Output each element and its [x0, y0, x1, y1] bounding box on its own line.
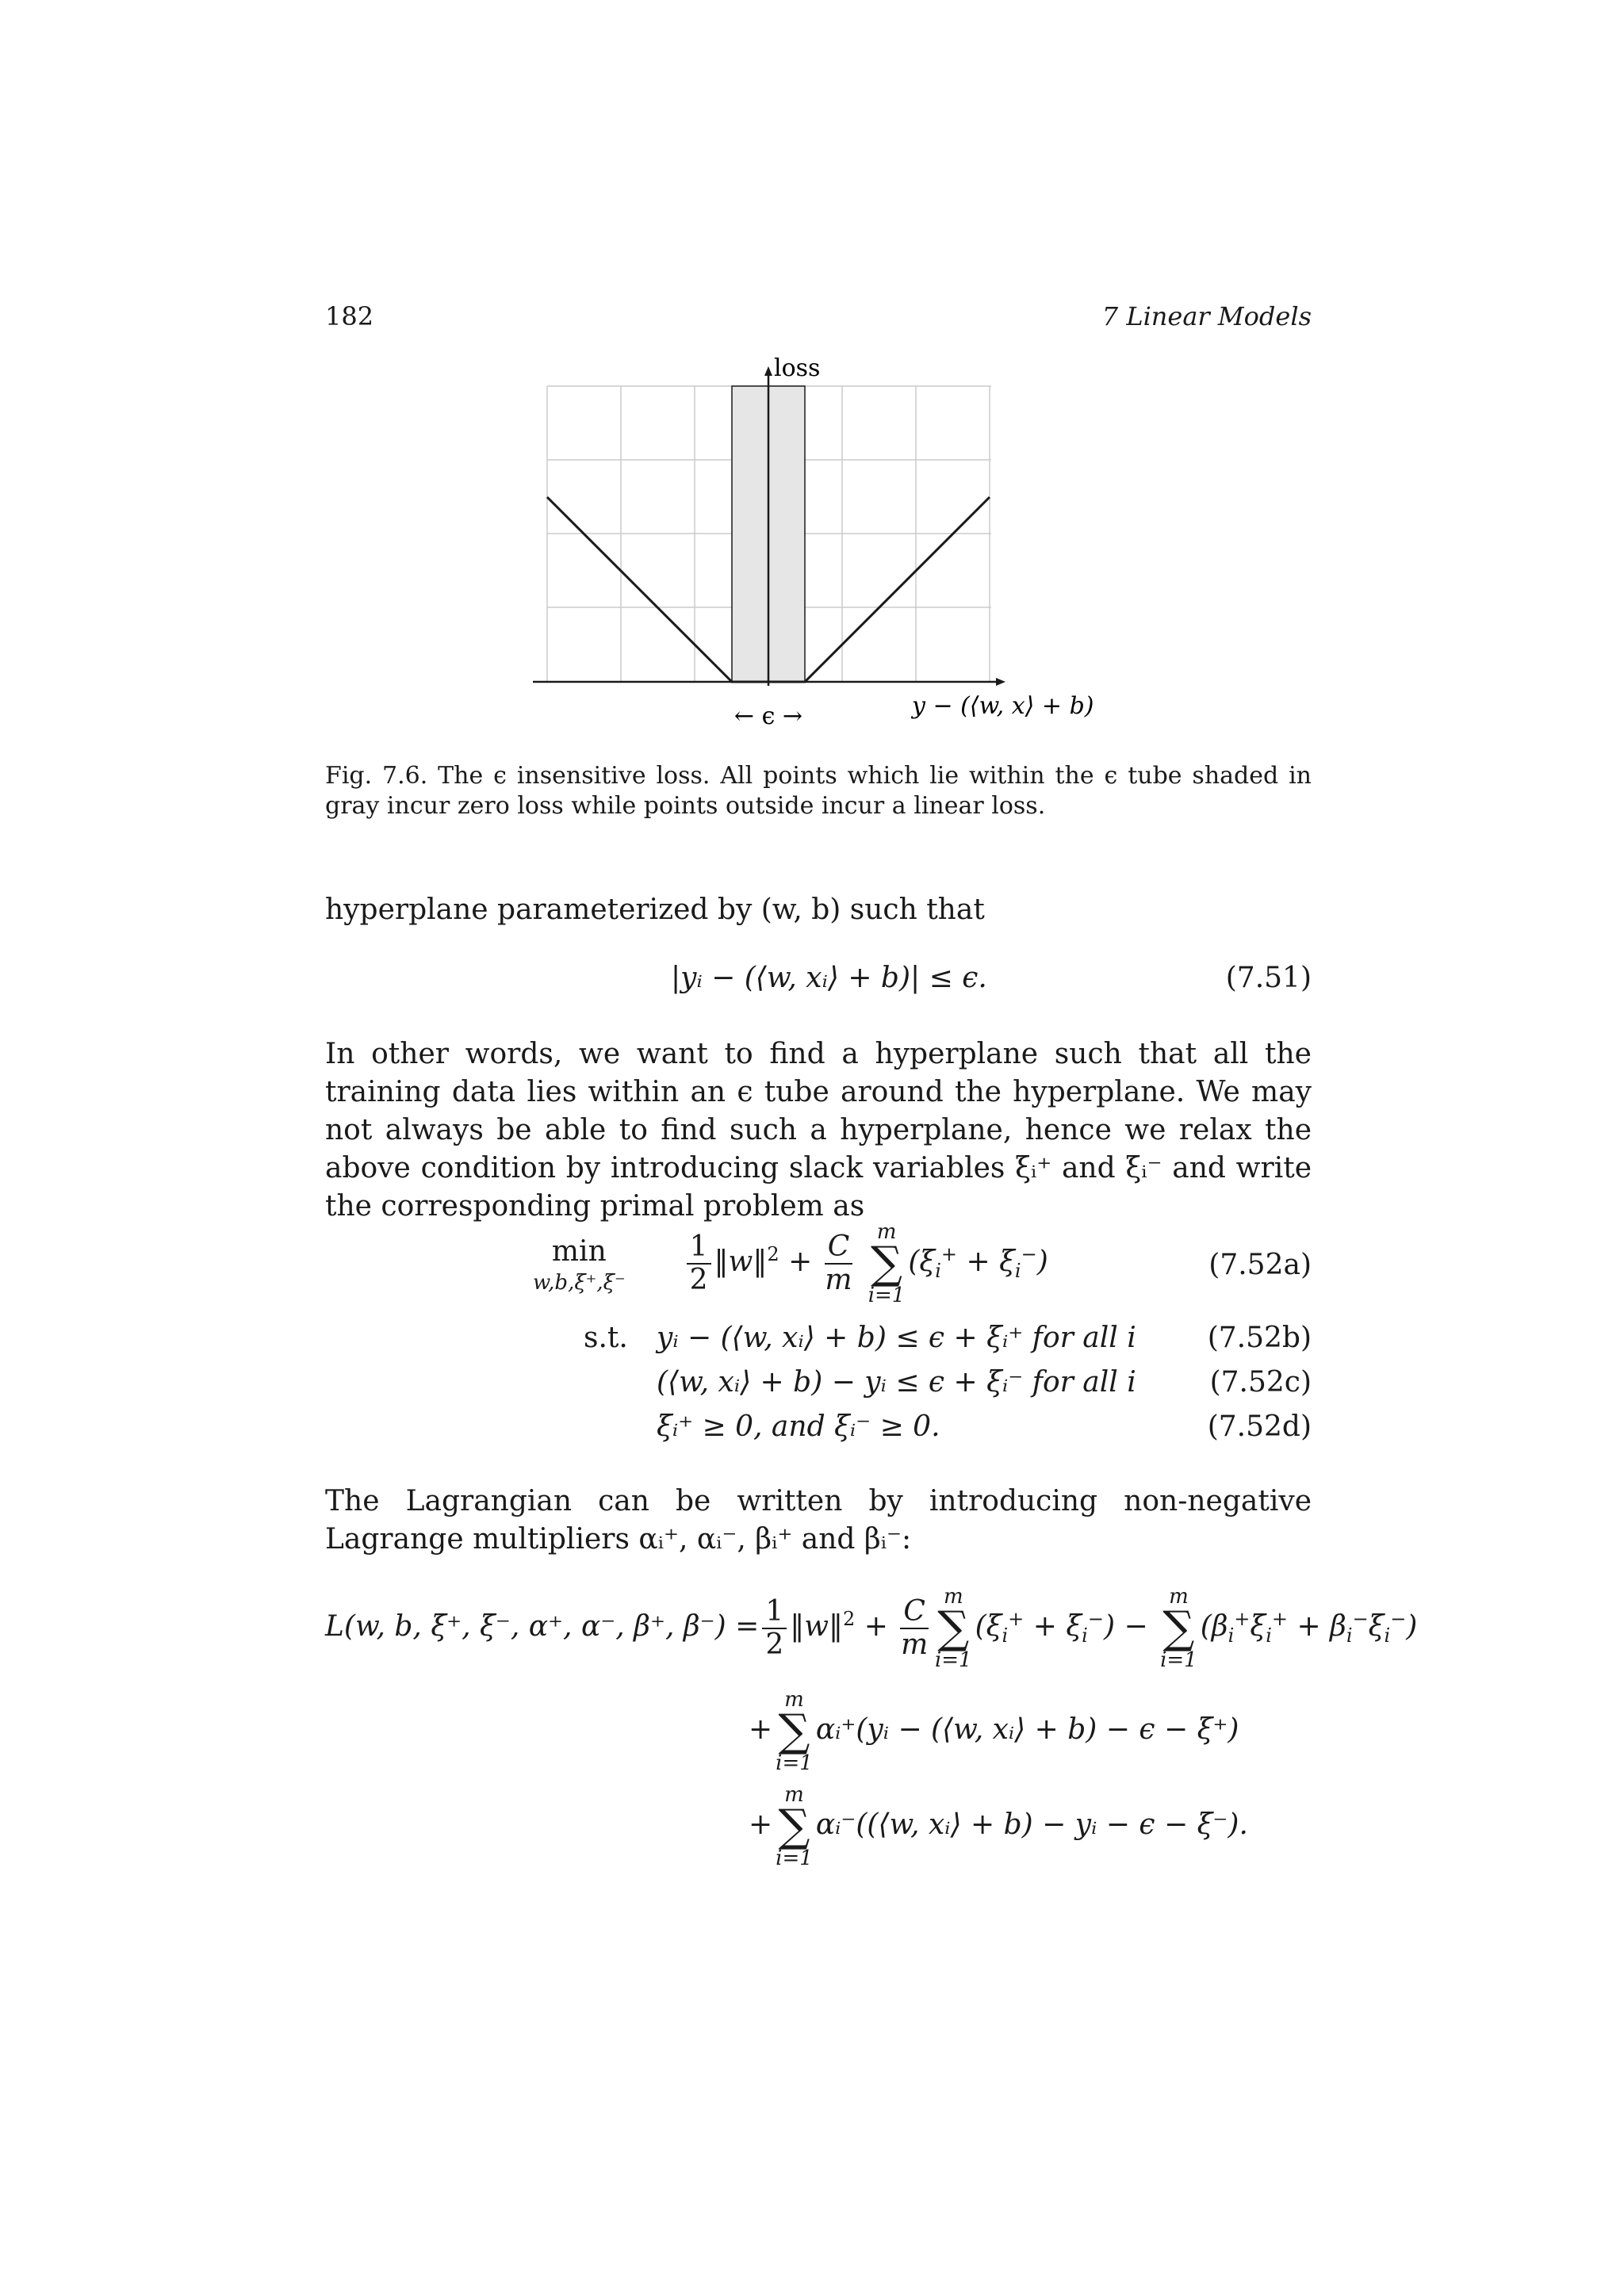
sum-symbol: m ∑ i=1 — [868, 1220, 906, 1307]
fraction-half: $\frac{1}{2}$ — [687, 1231, 711, 1296]
paragraph-2: In other words, we want to find a hyperplane such that all the training data lies within an ϵ tube around the hyperplane. We may not always be able to find such a hyperplane, hence we relax the above condition by introducing slack variables ξᵢ⁺ and ξᵢ⁻ and write the corresponding primal problem as — [325, 1038, 1312, 1223]
page-number: 182 — [325, 301, 374, 331]
equation-number-7-52a: (7.52a) — [1208, 1249, 1312, 1281]
sum-symbol: m ∑ i=1 — [776, 1688, 813, 1775]
equation-7-51: |yᵢ − (⟨w, xᵢ⟩ + b)| ≤ ϵ. — [671, 962, 987, 994]
min-operator: min w,b,ξ⁺,ξ⁻ — [533, 1235, 626, 1295]
y-axis-label: loss — [774, 354, 821, 382]
paragraph-1: hyperplane parameterized by (w, b) such that — [325, 894, 985, 926]
epsilon-insensitive-loss-figure — [523, 349, 1110, 737]
figure-caption: Fig. 7.6. The ϵ insensitive loss. All points which lie within the ϵ tube shaded in gray incur zero loss while points outside incur a linear loss. — [325, 762, 1312, 820]
y-axis-arrow — [764, 366, 772, 376]
equation-number-7-52d: (7.52d) — [1207, 1410, 1312, 1443]
lagrangian-line-3: + m ∑ i=1 αᵢ⁻((⟨w, xᵢ⟩ + b) − yᵢ − ϵ − ξ⁻). — [749, 1783, 1248, 1870]
paragraph-3: The Lagrangian can be written by introducing non-negative Lagrange multipliers αᵢ⁺, αᵢ⁻, βᵢ⁺ and βᵢ⁻: — [325, 1485, 1312, 1556]
fraction-c-over-m: $\frac{C}{m}$ — [825, 1230, 852, 1296]
equation-7-52b: yᵢ − (⟨w, xᵢ⟩ + b) ≤ ϵ + ξᵢ⁺ for all i — [657, 1322, 1136, 1354]
lagrangian-line-1: L(w, b, ξ⁺, ξ⁻, α⁺, α⁻, β⁺, β⁻) = $\frac{1}{2}$ ‖w‖$^2$ + $\frac{C}{m}$ m ∑ i=1 $(\xi_i^+ + \xi_i^-)$ − m ∑ i=1 $(\beta_i^+\xi_i^+ + \beta_i^-\xi_i^-)$ — [325, 1585, 1418, 1672]
x-axis-label: y − (⟨w, x⟩ + b) — [912, 692, 1094, 720]
sum-symbol: m ∑ i=1 — [934, 1585, 972, 1672]
epsilon-label: ← ϵ → — [733, 702, 803, 730]
sum-symbol: m ∑ i=1 — [1160, 1585, 1197, 1672]
equation-7-52c: (⟨w, xᵢ⟩ + b) − yᵢ ≤ ϵ + ξᵢ⁻ for all i — [657, 1366, 1136, 1399]
loss-plot — [523, 349, 1110, 737]
equation-number-7-51: (7.51) — [1225, 962, 1312, 994]
equation-7-52a: min w,b,ξ⁺,ξ⁻ $\frac{1}{2}$ ‖w‖$^2$ + $\frac{C}{m}$ m ∑ i=1 $(\xi_i^+ + \xi_i^-)$ — [533, 1220, 1048, 1307]
equation-number-7-52b: (7.52b) — [1207, 1322, 1312, 1354]
running-head: 7 Linear Models — [1101, 301, 1312, 331]
equation-number-7-52c: (7.52c) — [1209, 1366, 1312, 1399]
lagrangian-line-2: + m ∑ i=1 αᵢ⁺(yᵢ − (⟨w, xᵢ⟩ + b) − ϵ − ξ⁺) — [749, 1688, 1239, 1775]
subject-to-label: s.t. — [584, 1322, 628, 1354]
equation-7-52d: ξᵢ⁺ ≥ 0, and ξᵢ⁻ ≥ 0. — [657, 1410, 940, 1443]
x-axis-arrow — [996, 678, 1005, 686]
sum-symbol: m ∑ i=1 — [776, 1783, 813, 1870]
